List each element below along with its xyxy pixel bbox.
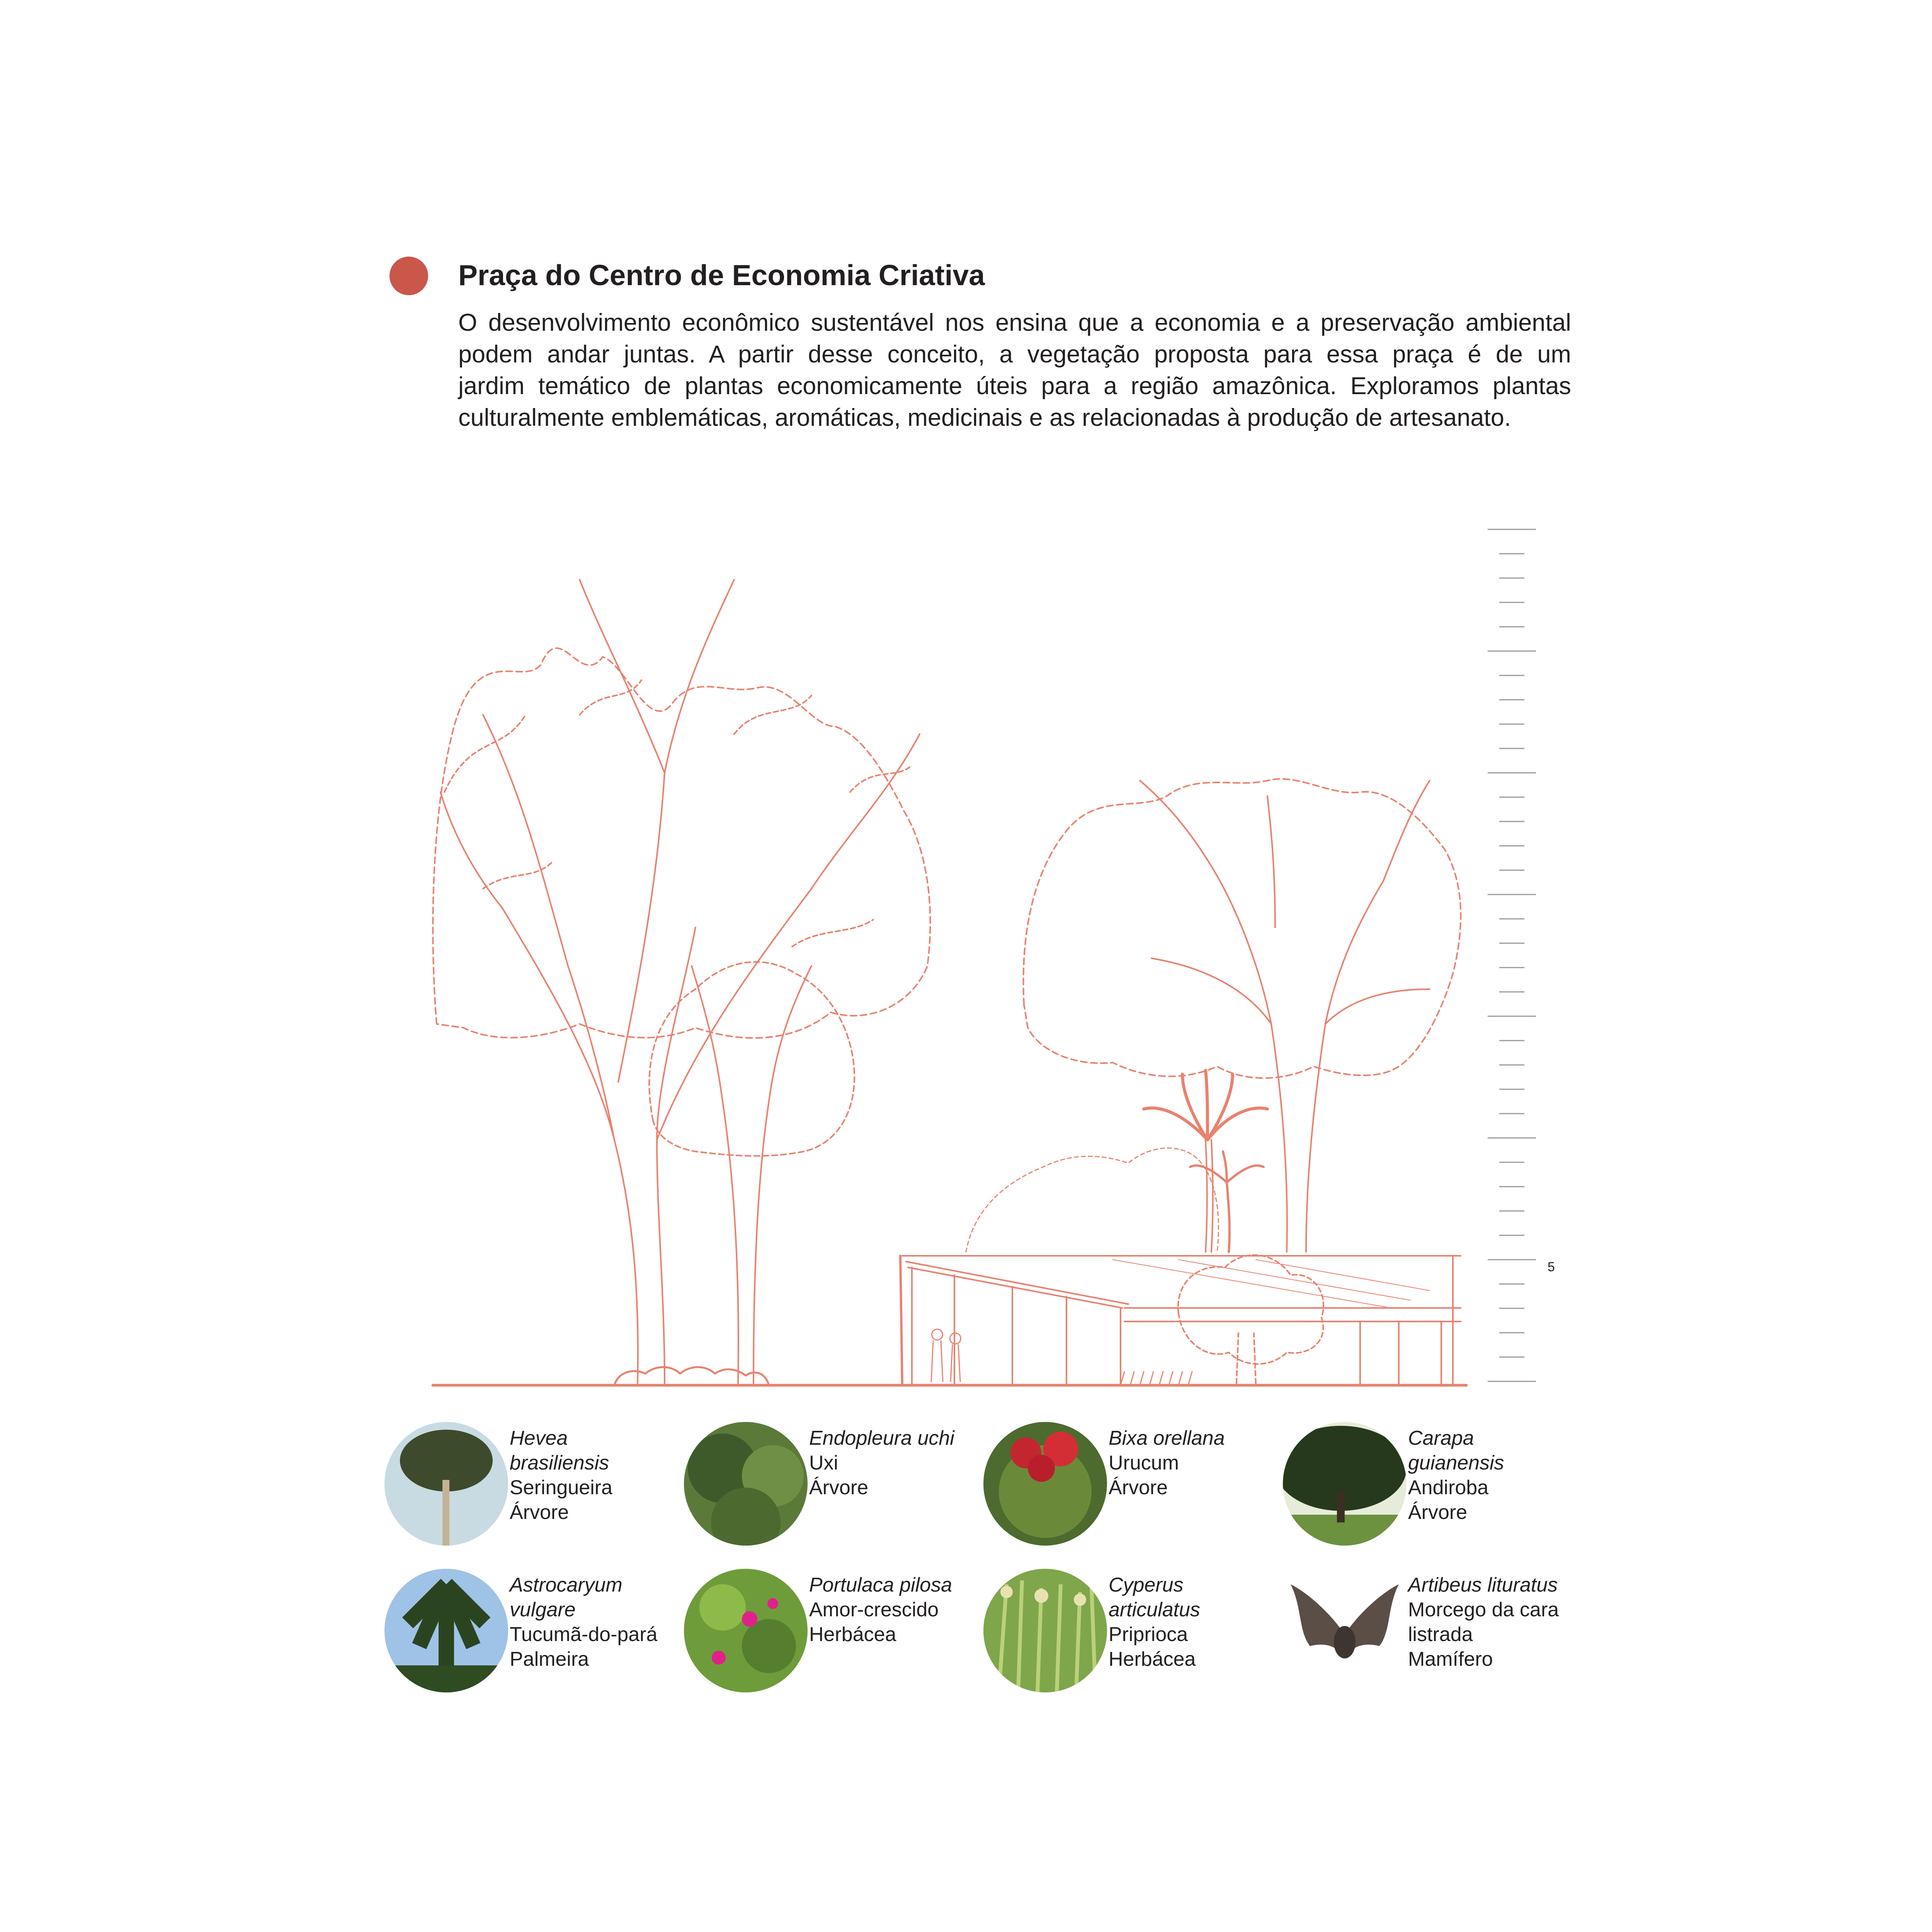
species-card-artibeus [1283,1569,1631,1696]
species-text [1408,1573,1632,1672]
scientific-name: Artibeus lituratus [1408,1574,1558,1596]
species-card-carapa [1283,1422,1631,1549]
red-fruit-shrub-photo-icon [983,1422,1107,1546]
tall-tree-photo-icon [384,1422,508,1546]
sedge-photo-icon [983,1569,1107,1692]
fruit-tree-photo-icon [684,1422,808,1546]
species-card-portulaca [684,1569,1032,1696]
common-name: Amor-crescido [809,1599,939,1621]
species-card-astrocaryum [384,1569,732,1696]
intro-line: podem andar juntas. A partir desse conceito, a vegetação proposta para essa praça é de um [458,341,1571,368]
page-title: Praça do Centro de Economia Criativa [458,259,985,291]
scientific-name: Hevea [510,1427,568,1449]
scale-label: 5 [1548,1260,1555,1274]
common-name: Morcego da cara [1408,1599,1559,1621]
plant-type: Árvore [1109,1476,1168,1499]
scale-ruler [1488,529,1536,1381]
small-tree-pavilion [1178,1255,1323,1383]
large-tree-right [1023,779,1461,1252]
common-name: Urucum [1109,1452,1179,1474]
intro-line: O desenvolvimento econômico sustentável nos ensina que a economia e a preservação ambiental [458,309,1571,336]
plant-type: Mamífero [1408,1648,1493,1670]
medium-tree-left [649,962,854,1383]
species-card-endopleura [684,1422,1032,1549]
scientific-name: vulgare [510,1599,576,1621]
large-tree-left [433,580,930,1383]
people-figures [931,1329,961,1381]
intro-line: culturalmente emblemáticas, aromáticas, medicinais e as relacionadas à produção de artesanato. [458,404,1511,431]
scientific-name: Portulaca pilosa [809,1574,952,1596]
common-name: listrada [1408,1623,1473,1646]
plant-type: Árvore [1408,1501,1468,1524]
broad-tree-photo-icon [1283,1422,1406,1546]
scientific-name: Astrocaryum [510,1574,622,1596]
plant-type: Herbácea [1109,1648,1196,1670]
ground-cover [1121,1372,1192,1385]
common-name: Tucumã-do-pará [510,1623,658,1646]
species-text [1408,1426,1632,1525]
common-name: Seringueira [510,1476,612,1499]
scientific-name: Bixa orellana [1109,1427,1225,1449]
species-card-hevea [384,1422,732,1549]
plant-type: Palmeira [510,1648,589,1670]
species-card-cyperus [983,1569,1331,1696]
scientific-name: brasiliensis [510,1452,609,1474]
scientific-name: articulatus [1109,1599,1200,1621]
common-name: Uxi [809,1452,838,1474]
plant-type: Herbácea [809,1623,896,1646]
palm-photo-icon [384,1569,508,1692]
pink-flower-photo-icon [684,1569,808,1692]
scientific-name: Endopleura uchi [809,1427,954,1449]
scientific-name: guianensis [1408,1452,1504,1474]
scientific-name: Carapa [1408,1427,1474,1449]
intro-line: jardim temático de plantas economicamente úteis para a região amazônica. Exploramos plantas [458,372,1571,400]
species-card-bixa [983,1422,1331,1549]
bat-photo-icon [1283,1569,1406,1692]
background-tree [966,1148,1218,1252]
palm-tree [1144,1070,1267,1252]
scientific-name: Cyperus [1109,1574,1184,1596]
plant-type: Árvore [510,1501,569,1524]
common-name: Andiroba [1408,1476,1489,1499]
plant-type: Árvore [809,1476,869,1499]
common-name: Priprioca [1109,1623,1188,1646]
